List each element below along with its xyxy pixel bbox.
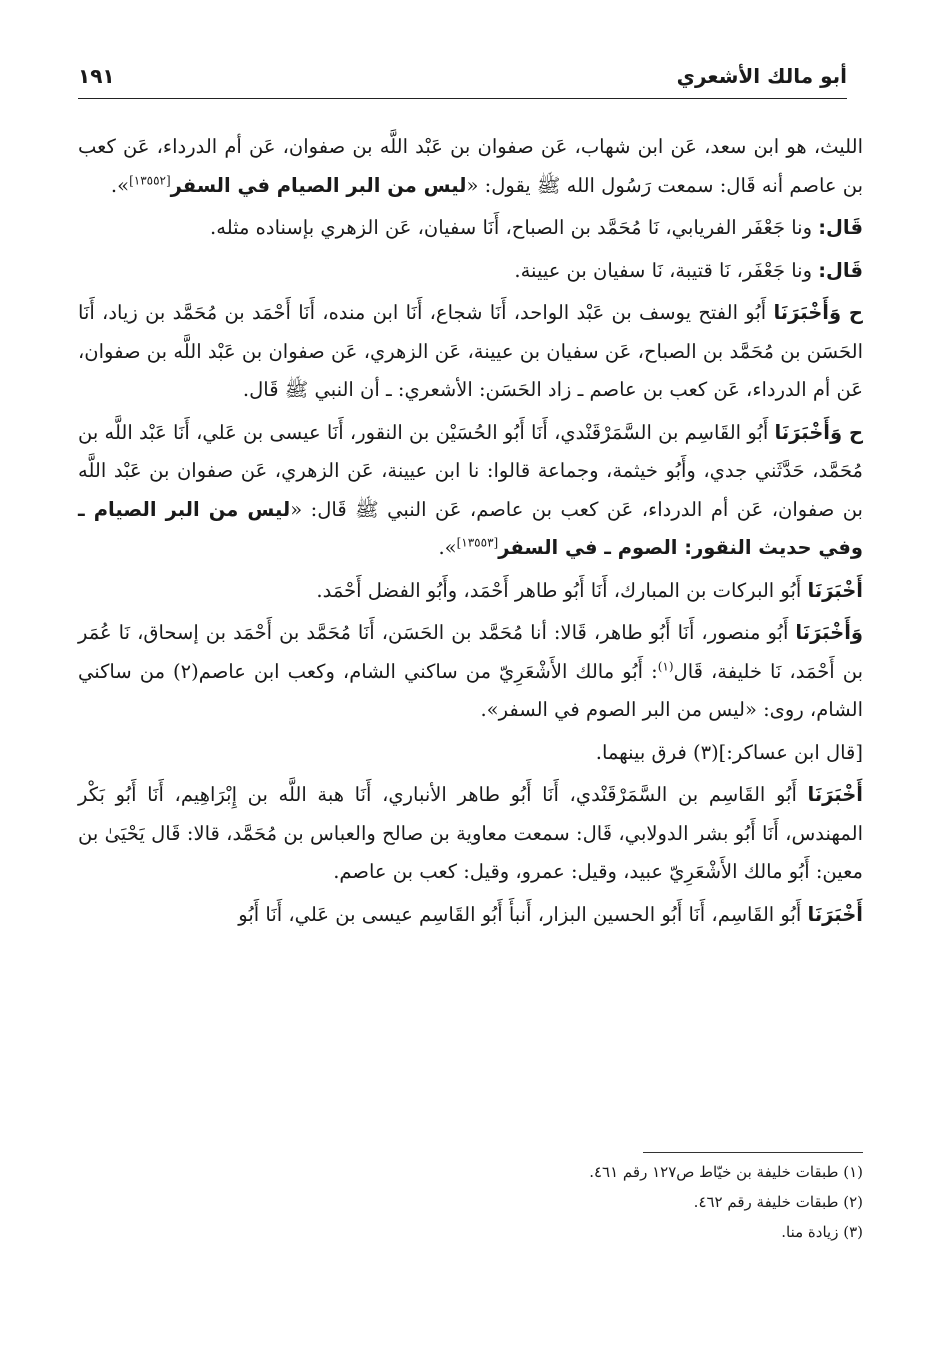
para-label: ح وَأَخْبَرَنَا bbox=[774, 420, 863, 444]
para-text: أَبُو القَاسِم، أَنَا أَبُو الحسين البزار، أَنبأَ أَبُو القَاسِم عيسى بن عَلي، أَنَا أَبُو bbox=[238, 902, 808, 926]
para-text: أَبُو منصور، أَنَا أَبُو طاهر، قَالا: أنا مُحَمَّد بن الحَسَن، أَنَا مُحَمَّد بن أَحْمَد بن إسحاق، نَا عُمَر بن أَحْمَد، نَا خليفة، قَال bbox=[78, 621, 864, 683]
para-text: ونا جَعْفَر الفريابي، نَا مُحَمَّد بن الصباح، أَنَا سفيان، عَن الزهري بإسناده مثله. bbox=[210, 216, 819, 239]
paragraph bbox=[78, 252, 863, 291]
para-text: ونا جَعْفَر، نَا قتيبة، نَا سفيان بن عيينة. bbox=[514, 258, 819, 282]
paragraph bbox=[78, 734, 863, 773]
para-label: وَأَخْبَرَنَا bbox=[795, 621, 863, 644]
footnote: (١) طبقات خليفة بن خيّاط ص١٢٧ رقم ٤٦١. bbox=[589, 1163, 863, 1181]
main-text bbox=[78, 128, 863, 938]
footnotes bbox=[78, 1152, 863, 1247]
para-text: الليث، هو ابن سعد، عَن ابن شهاب، عَن صفوان بن عَبْد اللَّه بن صفوان، عَن أم الدرداء، عَن كعب بن عاصم أنه قَال: سمعت رَسُول الله ﷺ يقول: « bbox=[78, 135, 863, 197]
para-label: قَال: bbox=[818, 216, 863, 239]
para-text: أَبُو الفتح يوسف بن عَبْد الواحد، أَنَا شجاع، أَنَا ابن منده، أَنَا أَحْمَد بن مُحَمَّد بن زياد، أَنَا الحَسَن بن مُحَمَّد بن الصباح، عَن سفيان بن عيينة، عَن الزهري، عَن صفوان بن عَبْد اللَّه بن صفوان، عَن أم الدرداء، عَن كعب بن عاصم ـ زاد الحَسَن: الأشعري: ـ أن النبي ﷺ قَال. bbox=[78, 301, 863, 401]
running-title: أبو مالك الأشعري bbox=[676, 64, 847, 88]
page-header bbox=[78, 62, 847, 99]
footnote-ref: (١) bbox=[657, 659, 674, 673]
paragraph bbox=[78, 294, 863, 410]
paragraph bbox=[78, 572, 863, 611]
paragraph bbox=[78, 128, 863, 205]
footnote: (٢) طبقات خليفة رقم ٤٦٢. bbox=[693, 1193, 863, 1211]
paragraph bbox=[78, 414, 863, 568]
footnote: (٣) زيادة منا. bbox=[781, 1223, 863, 1241]
para-label: أَخْبَرَنَا bbox=[807, 783, 863, 806]
para-text: أَبُو القَاسِم بن السَّمَرْقَنْدي، أَنَا أَبُو طاهر الأنباري، أَنَا هبة اللَّه بن إِبْرَاهِيم، أَنَا أَبُو بَكْر المهندس، أَنَا أَبُو بشر الدولابي، قَال: سمعت معاوية بن صالح والعباس بن مُحَمَّد، قالا: قَال يَحْيَىٰ بن معين: أَبُو مالك الأَشْعَرِيّ عبيد، وقيل: عمرو، وقيل: كعب بن عاصم. bbox=[78, 783, 863, 883]
hadith-number: [١٣٥٥٢] bbox=[129, 173, 171, 187]
para-tail: ». bbox=[438, 536, 457, 559]
paragraph bbox=[78, 614, 863, 730]
hadith-number: [١٣٥٥٣] bbox=[456, 535, 499, 550]
paragraph bbox=[78, 776, 863, 892]
hadith-bold-text: ليس من البر الصيام ـ وفي حديث النقور: الصوم ـ في السفر bbox=[78, 497, 863, 559]
page-number: ١٩١ bbox=[78, 64, 115, 88]
para-text: أَبُو البركات بن المبارك، أَنَا أَبُو طاهر أَحْمَد، وأَبُو الفضل أَحْمَد. bbox=[316, 578, 808, 602]
paragraph bbox=[78, 209, 863, 248]
para-text: أَبُو القَاسِم بن السَّمَرْقَنْدي، أَنَا أَبُو الحُسَيْن بن النقور، أَنَا عيسى بن عَلي، أَنَا عَبْد اللَّه بن مُحَمَّد، حَدَّثَني جدي، وأَبُو خيثمة، وجماعة قالوا: نا ابن عيينة، عَن الزهري، عَن صفوان بن عَبْد اللَّه بن صفوان، عَن أم الدرداء، عَن كعب بن عاصم، عَن النبي ﷺ قَال: « bbox=[78, 420, 863, 521]
para-label: ح وَأَخْبَرَنَا bbox=[773, 301, 863, 324]
para-tail: : أَبُو مالك الأَشْعَرِيّ من ساكني الشام، وكعب ابن عاصم(٢) من ساكني الشام، روى: «ليس من البر الصوم في السفر». bbox=[78, 659, 863, 721]
para-label: أَخْبَرَنَا bbox=[807, 902, 863, 926]
hadith-bold-text: ليس من البر الصيام في السفر bbox=[170, 173, 467, 197]
footnote-divider bbox=[643, 1152, 863, 1153]
para-text: [قال ابن عساكر:](٣) فرق بينهما. bbox=[595, 740, 863, 764]
para-label: أَخْبَرَنَا bbox=[807, 578, 863, 602]
para-tail: ». bbox=[110, 173, 130, 197]
paragraph bbox=[78, 896, 863, 935]
para-label: قَال: bbox=[818, 258, 863, 282]
